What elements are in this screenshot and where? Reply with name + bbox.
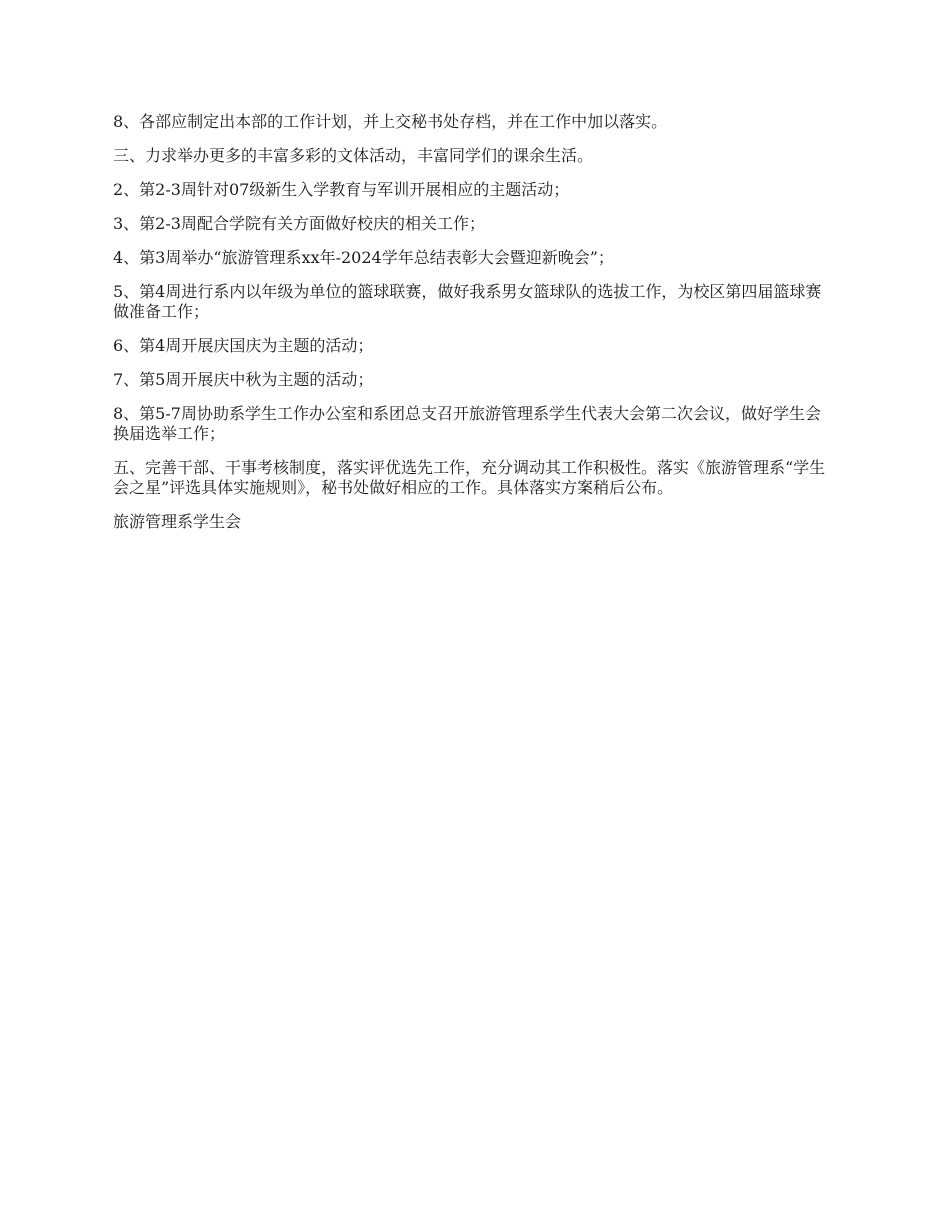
paragraph-section-three: 三、力求举办更多的丰富多彩的文体活动，丰富同学们的课余生活。 [113, 146, 594, 165]
paragraph-item-2: 2、第2-3周针对07级新生入学教育与军训开展相应的主题活动； [113, 180, 570, 199]
signature-line: 旅游管理系学生会 [113, 512, 242, 531]
paragraph-section-five: 五、完善干部、干事考核制度，落实评优选先工作，充分调动其工作积极性。落实《旅游管理系“学生会之星”评选具体实施规则》，秘书处做好相应的工作。具体落实方案稍后公布。 [113, 458, 826, 497]
paragraph-item-5: 5、第4周进行系内以年级为单位的篮球联赛，做好我系男女篮球队的选拔工作，为校区第四届篮球赛做准备工作； [113, 282, 822, 321]
paragraph-item-8-plan: 8、各部应制定出本部的工作计划，并上交秘书处存档，并在工作中加以落实。 [113, 112, 668, 131]
paragraph-item-3: 3、第2-3周配合学院有关方面做好校庆的相关工作； [113, 214, 485, 233]
paragraph-item-8-congress: 8、第5-7周协助系学生工作办公室和系团总支召开旅游管理系学生代表大会第二次会议，做好学生会换届选举工作； [113, 404, 821, 443]
document-body [113, 112, 835, 546]
paragraph-item-4: 4、第3周举办“旅游管理系xx年-2024学年总结表彰大会暨迎新晚会”； [113, 248, 614, 267]
paragraph-item-6: 6、第4周开展庆国庆为主题的活动； [113, 336, 374, 355]
paragraph-item-7: 7、第5周开展庆中秋为主题的活动； [113, 370, 374, 389]
